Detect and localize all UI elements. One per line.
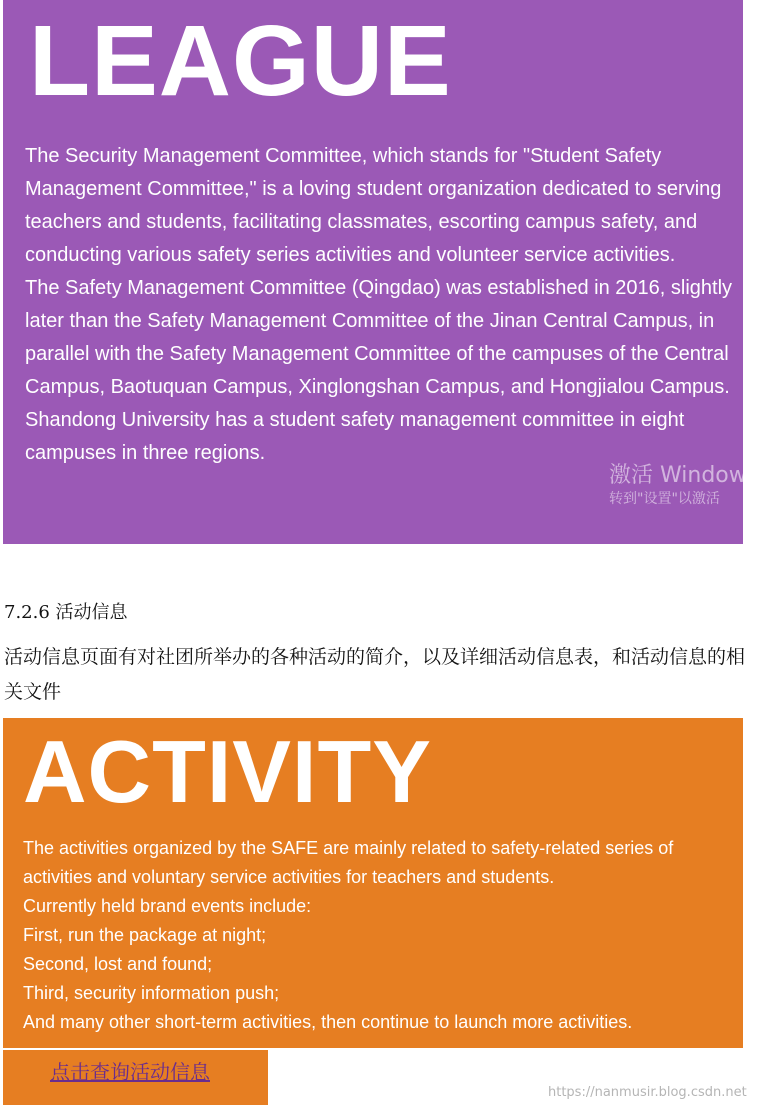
activity-panel: [3, 718, 743, 1048]
league-paragraph-campuses: Shandong University has a student safety management committee in eight campuses in three regions.: [25, 409, 685, 464]
query-activity-link[interactable]: 点击查询活动信息: [50, 1060, 210, 1084]
section-heading: 7.2.6 活动信息: [4, 602, 128, 623]
activity-line: First, run the package at night;: [23, 925, 267, 945]
activity-line: Currently held brand events include:: [23, 896, 312, 916]
activity-line: The activities organized by the SAFE are mainly related to safety-related series of activities and voluntary service activities for teachers and students.: [23, 838, 674, 887]
league-paragraph-intro: The Security Management Committee, which stands for "Student Safety Management Committee," is a loving student organization dedicated to serving teachers and students, facilitating classmates, escorting campus safety, and conducting various safety series activities and volunteer service activities.: [25, 145, 722, 266]
activity-description: [23, 834, 735, 1037]
league-paragraph-history: The Safety Management Committee (Qingdao) was established in 2016, slightly later than the Safety Management Committee of the Jinan Central Campus, in parallel with the Safety Management Committee of the campuses of the Central Campus, Baotuquan Campus, Xinglongshan Campus, and Hongjialou Campus.: [25, 277, 733, 398]
league-title: LEAGUE: [29, 5, 452, 117]
windows-activation-watermark: [609, 462, 759, 508]
watermark-line-1: 激活 Windows: [609, 463, 759, 488]
league-panel: [3, 0, 759, 544]
watermark-line-2: 转到"设置"以激活: [609, 491, 720, 507]
activity-line: Third, security information push;: [23, 983, 280, 1003]
activity-line: Second, lost and found;: [23, 954, 213, 974]
section-description: 活动信息页面有对社团所举办的各种活动的简介，以及详细活动信息表，和活动信息的相关文件: [4, 646, 746, 703]
league-description: [25, 140, 737, 470]
activity-line: And many other short-term activities, then continue to launch more activities.: [23, 1012, 633, 1032]
query-activity-box: [3, 1050, 268, 1105]
source-url-watermark: https://nanmusir.blog.csdn.net: [548, 1085, 747, 1100]
activity-title: ACTIVITY: [23, 722, 432, 821]
